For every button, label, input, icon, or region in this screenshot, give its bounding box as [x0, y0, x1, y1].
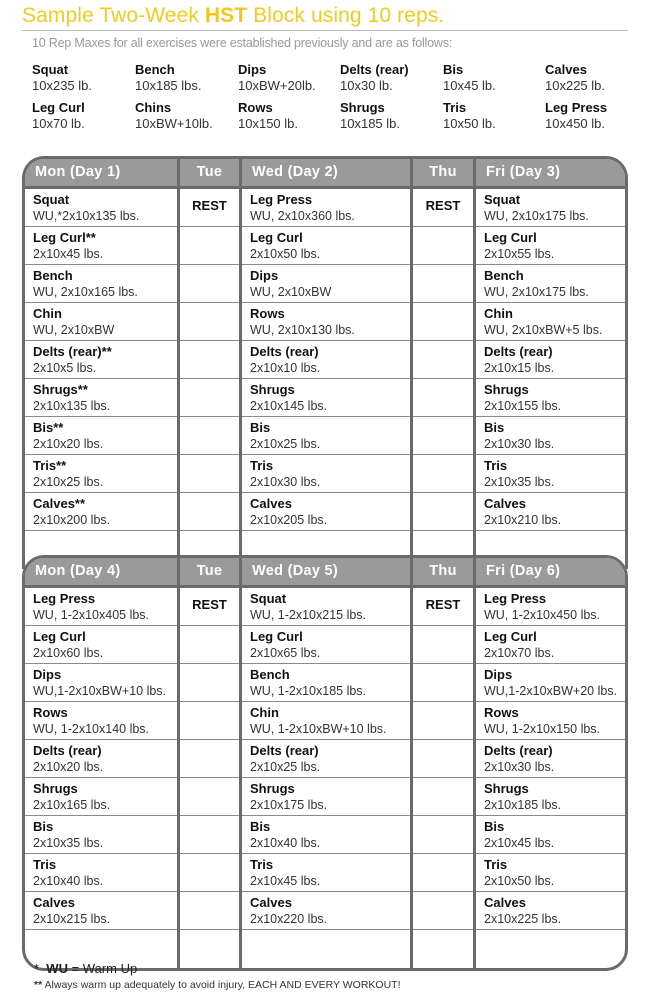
table-cell	[413, 930, 473, 968]
exercise-name: Shrugs	[250, 382, 295, 397]
day-header: Tue	[180, 558, 242, 585]
exercise-prescription: 2x10x50 lbs.	[484, 874, 555, 888]
exercise-name: Dips	[484, 667, 513, 682]
day-header: Thu	[413, 558, 476, 585]
exercise-name: Delts (rear)	[484, 344, 553, 359]
exercise-name: Squat	[250, 591, 287, 606]
exercise-prescription: WU, 1-2x10x185 lbs.	[250, 684, 367, 698]
empty-cell	[242, 930, 410, 968]
exercise-name: Shrugs	[340, 100, 385, 115]
exercise-name: Chins	[135, 100, 172, 115]
exercise-cell	[25, 265, 177, 303]
training-day-column	[242, 189, 413, 569]
exercise-prescription: 2x10x50 lbs.	[250, 247, 321, 261]
exercise-prescription: 2x10x35 lbs.	[33, 836, 104, 850]
exercise-prescription: 2x10x155 lbs.	[484, 399, 562, 413]
table-cell	[413, 892, 473, 930]
exercise-cell	[25, 417, 177, 455]
exercise-max: 10x50 lb.	[443, 116, 496, 131]
exercise-prescription: WU, 2x10x130 lbs.	[250, 323, 355, 337]
exercise-prescription: WU, 2x10xBW	[33, 323, 115, 337]
table-cell	[413, 664, 473, 702]
exercise-name: Rows	[33, 705, 68, 720]
exercise-cell	[476, 626, 625, 664]
title-divider	[22, 30, 628, 31]
table-cell	[180, 664, 239, 702]
exercise-prescription: 2x10x35 lbs.	[484, 475, 555, 489]
exercise-name: Dips	[250, 268, 279, 283]
exercise-prescription: 2x10x30 lbs.	[484, 760, 555, 774]
training-day-column	[25, 189, 180, 569]
exercise-prescription: 2x10x25 lbs.	[250, 437, 321, 451]
exercise-name: Calves	[484, 496, 526, 511]
exercise-prescription: 2x10x220 lbs.	[250, 912, 328, 926]
exercise-name: Leg Curl**	[33, 230, 96, 245]
exercise-name: Delts (rear)	[250, 743, 319, 758]
table-cell	[413, 417, 473, 455]
rest-label: REST	[425, 198, 461, 213]
exercise-cell	[476, 740, 625, 778]
exercise-name: Delts (rear)	[33, 743, 102, 758]
exercise-cell	[242, 265, 410, 303]
exercise-prescription: WU, 2x10x175 lbs.	[484, 285, 589, 299]
exercise-name: Shrugs	[484, 382, 529, 397]
table-cell	[413, 778, 473, 816]
table-cell	[413, 189, 473, 227]
exercise-name: Calves	[33, 895, 75, 910]
table-cell	[413, 341, 473, 379]
exercise-cell	[242, 189, 410, 227]
exercise-cell	[476, 189, 625, 227]
table-cell	[180, 189, 239, 227]
table-cell	[180, 816, 239, 854]
exercise-name: Tris	[484, 458, 508, 473]
exercise-max: 10xBW+10lb.	[135, 116, 213, 131]
exercise-prescription: 2x10x5 lbs.	[33, 361, 97, 375]
exercise-prescription: 2x10x70 lbs.	[484, 646, 555, 660]
exercise-cell	[476, 854, 625, 892]
exercise-cell	[25, 455, 177, 493]
day-header: Mon (Day 1)	[25, 159, 180, 186]
exercise-cell	[476, 417, 625, 455]
exercise-name: Chin	[484, 306, 513, 321]
exercise-name: Shrugs	[484, 781, 529, 796]
exercise-name: Tris	[443, 100, 467, 115]
exercise-cell	[25, 189, 177, 227]
exercise-cell	[476, 265, 625, 303]
exercise-prescription: WU, 2x10xBW+5 lbs.	[484, 323, 603, 337]
rest-label: REST	[425, 597, 461, 612]
exercise-prescription: WU, 2x10xBW	[250, 285, 332, 299]
rest-day-column	[413, 588, 476, 968]
day-header: Wed (Day 5)	[242, 558, 413, 585]
exercise-name: Bench	[135, 62, 175, 77]
table-cell	[180, 493, 239, 531]
exercise-name: Calves**	[33, 496, 86, 511]
exercise-cell	[25, 227, 177, 265]
exercise-name: Bis	[443, 62, 464, 77]
table-cell	[413, 740, 473, 778]
exercise-name: Bis	[484, 819, 505, 834]
exercise-max: 10x225 lb.	[545, 78, 605, 93]
exercise-prescription: WU, 2x10x165 lbs.	[33, 285, 138, 299]
exercise-prescription: WU, 1-2x10x215 lbs.	[250, 608, 367, 622]
exercise-name: Squat	[33, 192, 70, 207]
exercise-name: Leg Curl	[250, 230, 303, 245]
exercise-prescription: WU, 1-2x10x450 lbs.	[484, 608, 601, 622]
exercise-prescription: WU, 1-2x10x405 lbs.	[33, 608, 150, 622]
exercise-cell	[25, 702, 177, 740]
exercise-cell	[476, 341, 625, 379]
rep-max-item	[545, 100, 650, 132]
exercise-name: Squat	[484, 192, 521, 207]
exercise-name: Leg Press	[484, 591, 547, 606]
exercise-prescription: 2x10x40 lbs.	[250, 836, 321, 850]
exercise-name: Tris	[250, 857, 274, 872]
empty-cell	[476, 930, 625, 968]
table-cell	[180, 588, 239, 626]
exercise-cell	[242, 227, 410, 265]
table-cell	[413, 493, 473, 531]
exercise-prescription: 2x10x60 lbs.	[33, 646, 104, 660]
exercise-name: Delts (rear)	[340, 62, 409, 77]
exercise-cell	[242, 816, 410, 854]
exercise-max: 10x45 lb.	[443, 78, 496, 93]
exercise-prescription: 2x10x45 lbs.	[250, 874, 321, 888]
exercise-prescription: 2x10x165 lbs.	[33, 798, 111, 812]
exercise-prescription: 2x10x20 lbs.	[33, 437, 104, 451]
exercise-cell	[242, 417, 410, 455]
exercise-max: 10x70 lb.	[32, 116, 85, 131]
rep-max-item	[238, 62, 348, 94]
exercise-cell	[476, 664, 625, 702]
table-cell	[180, 626, 239, 664]
exercise-prescription: 2x10x185 lbs.	[484, 798, 562, 812]
exercise-prescription: 2x10x210 lbs.	[484, 513, 562, 527]
day-header: Tue	[180, 159, 242, 186]
rep-max-item	[238, 100, 348, 132]
exercise-max: 10x150 lb.	[238, 116, 298, 131]
exercise-max: 10xBW+20lb.	[238, 78, 316, 93]
table-cell	[180, 227, 239, 265]
footnote-warning: ** Always warm up adequately to avoid injury, EACH AND EVERY WORKOUT!	[34, 979, 401, 991]
exercise-prescription: 2x10x25 lbs.	[33, 475, 104, 489]
exercise-cell	[242, 341, 410, 379]
training-day-column	[242, 588, 413, 968]
exercise-name: Tris	[33, 857, 57, 872]
exercise-cell	[25, 778, 177, 816]
exercise-prescription: WU, 1-2x10xBW+10 lbs.	[250, 722, 387, 736]
exercise-prescription: WU, 1-2x10x140 lbs.	[33, 722, 150, 736]
exercise-prescription: 2x10x40 lbs.	[33, 874, 104, 888]
exercise-cell	[476, 892, 625, 930]
exercise-name: Bench	[33, 268, 73, 283]
table-cell	[180, 892, 239, 930]
exercise-prescription: 2x10x135 lbs.	[33, 399, 111, 413]
day-header: Mon (Day 4)	[25, 558, 180, 585]
exercise-name: Calves	[484, 895, 526, 910]
exercise-max: 10x450 lb.	[545, 116, 605, 131]
exercise-name: Delts (rear)	[484, 743, 553, 758]
exercise-name: Tris**	[33, 458, 67, 473]
table-cell	[413, 227, 473, 265]
exercise-cell	[25, 626, 177, 664]
exercise-cell	[242, 303, 410, 341]
table-cell	[180, 265, 239, 303]
day-header: Wed (Day 2)	[242, 159, 413, 186]
exercise-name: Shrugs	[33, 781, 78, 796]
table-cell	[180, 341, 239, 379]
table-cell	[413, 626, 473, 664]
rest-day-column	[180, 189, 242, 569]
rep-max-item	[32, 100, 142, 132]
rest-label: REST	[192, 198, 227, 213]
table-cell	[180, 740, 239, 778]
exercise-cell	[242, 702, 410, 740]
exercise-prescription: WU,1-2x10xBW+10 lbs.	[33, 684, 167, 698]
exercise-prescription: 2x10x45 lbs.	[33, 247, 104, 261]
exercise-name: Calves	[250, 895, 292, 910]
exercise-cell	[476, 379, 625, 417]
exercise-name: Bis	[250, 420, 271, 435]
table-cell	[180, 930, 239, 968]
exercise-cell	[25, 379, 177, 417]
exercise-name: Bench	[250, 667, 290, 682]
exercise-cell	[242, 740, 410, 778]
exercise-name: Dips	[33, 667, 62, 682]
table-cell	[413, 455, 473, 493]
table-cell	[413, 303, 473, 341]
exercise-cell	[25, 740, 177, 778]
table-cell	[413, 588, 473, 626]
table-cell	[180, 417, 239, 455]
exercise-max: 10x185 lb.	[340, 116, 400, 131]
rest-label: REST	[192, 597, 227, 612]
exercise-prescription: 2x10x25 lbs.	[250, 760, 321, 774]
exercise-name: Rows	[484, 705, 519, 720]
exercise-name: Rows	[250, 306, 285, 321]
training-day-column	[25, 588, 180, 968]
table-cell	[413, 816, 473, 854]
exercise-max: 10x30 lb.	[340, 78, 393, 93]
rest-day-column	[413, 189, 476, 569]
exercise-prescription: 2x10x55 lbs.	[484, 247, 555, 261]
exercise-name: Delts (rear)	[250, 344, 319, 359]
week-header-row	[25, 159, 625, 189]
exercise-prescription: WU, 2x10x360 lbs.	[250, 209, 355, 223]
exercise-cell	[476, 227, 625, 265]
exercise-name: Leg Curl	[484, 230, 537, 245]
exercise-name: Leg Press	[33, 591, 96, 606]
table-cell	[180, 854, 239, 892]
exercise-cell	[476, 588, 625, 626]
exercise-prescription: 2x10x215 lbs.	[33, 912, 111, 926]
exercise-name: Leg Press	[545, 100, 608, 115]
rep-max-item	[443, 62, 553, 94]
exercise-name: Tris	[250, 458, 274, 473]
exercise-name: Shrugs	[250, 781, 295, 796]
exercise-max: 10x235 lb.	[32, 78, 92, 93]
exercise-name: Leg Curl	[33, 629, 86, 644]
day-header: Fri (Day 3)	[486, 164, 561, 180]
training-day-column	[476, 189, 625, 569]
exercise-cell	[476, 455, 625, 493]
exercise-name: Leg Press	[250, 192, 313, 207]
exercise-name: Calves	[250, 496, 292, 511]
exercise-prescription: 2x10x205 lbs.	[250, 513, 328, 527]
exercise-name: Leg Curl	[32, 100, 85, 115]
exercise-prescription: 2x10x65 lbs.	[250, 646, 321, 660]
rep-max-item	[135, 62, 245, 94]
exercise-prescription: WU, 2x10x175 lbs.	[484, 209, 589, 223]
table-cell	[180, 702, 239, 740]
table-cell	[180, 778, 239, 816]
exercise-name: Rows	[238, 100, 273, 115]
exercise-cell	[242, 493, 410, 531]
exercise-prescription: 2x10x45 lbs.	[484, 836, 555, 850]
exercise-cell	[476, 493, 625, 531]
exercise-cell	[476, 303, 625, 341]
exercise-cell	[242, 854, 410, 892]
exercise-name: Leg Curl	[250, 629, 303, 644]
exercise-prescription: 2x10x200 lbs.	[33, 513, 111, 527]
exercise-cell	[25, 341, 177, 379]
exercise-cell	[25, 303, 177, 341]
exercise-cell	[242, 778, 410, 816]
exercise-cell	[25, 892, 177, 930]
exercise-prescription: 2x10x10 lbs.	[250, 361, 321, 375]
training-day-column	[476, 588, 625, 968]
exercise-cell	[242, 626, 410, 664]
exercise-max: 10x185 lbs.	[135, 78, 202, 93]
exercise-name: Leg Curl	[484, 629, 537, 644]
exercise-cell	[25, 816, 177, 854]
exercise-cell	[476, 778, 625, 816]
week-2-table	[22, 555, 628, 971]
exercise-cell	[25, 493, 177, 531]
exercise-name: Shrugs**	[33, 382, 88, 397]
table-cell	[413, 379, 473, 417]
exercise-name: Dips	[238, 62, 267, 77]
subtitle: 10 Rep Maxes for all exercises were established previously and are as follows:	[32, 36, 453, 50]
exercise-prescription: WU,1-2x10xBW+20 lbs.	[484, 684, 618, 698]
table-cell	[413, 265, 473, 303]
exercise-name: Delts (rear)**	[33, 344, 112, 359]
table-cell	[180, 379, 239, 417]
exercise-cell	[476, 702, 625, 740]
day-header: Fri (Day 6)	[486, 563, 561, 579]
rep-max-item	[443, 100, 553, 132]
rep-max-item	[340, 100, 450, 132]
exercise-name: Bis	[484, 420, 505, 435]
exercise-prescription: 2x10x175 lbs.	[250, 798, 328, 812]
exercise-prescription: 2x10x145 lbs.	[250, 399, 328, 413]
exercise-cell	[242, 892, 410, 930]
exercise-prescription: 2x10x30 lbs.	[250, 475, 321, 489]
rep-max-item	[545, 62, 650, 94]
exercise-prescription: 2x10x225 lbs.	[484, 912, 562, 926]
rep-max-item	[32, 62, 142, 94]
week-grid	[25, 588, 625, 968]
exercise-cell	[242, 455, 410, 493]
exercise-cell	[242, 379, 410, 417]
exercise-name: Tris	[484, 857, 508, 872]
exercise-name: Chin	[250, 705, 279, 720]
exercise-name: Chin	[33, 306, 62, 321]
rep-max-item	[340, 62, 450, 94]
exercise-name: Bis	[250, 819, 271, 834]
exercise-cell	[25, 588, 177, 626]
table-cell	[413, 702, 473, 740]
table-cell	[180, 303, 239, 341]
exercise-cell	[242, 588, 410, 626]
exercise-name: Squat	[32, 62, 69, 77]
page-title: Sample Two-Week HST Block using 10 reps.	[22, 4, 445, 27]
week-header-row	[25, 558, 625, 588]
exercise-name: Calves	[545, 62, 587, 77]
table-cell	[180, 455, 239, 493]
day-header: Thu	[413, 159, 476, 186]
footnote-warmup: * WU = Warm Up	[34, 961, 138, 976]
table-cell	[413, 854, 473, 892]
exercise-cell	[25, 854, 177, 892]
exercise-cell	[242, 664, 410, 702]
exercise-cell	[476, 816, 625, 854]
exercise-name: Bis**	[33, 420, 64, 435]
week-1-table	[22, 156, 628, 569]
week-grid	[25, 189, 625, 569]
exercise-prescription: 2x10x30 lbs.	[484, 437, 555, 451]
exercise-cell	[25, 664, 177, 702]
exercise-prescription: 2x10x20 lbs.	[33, 760, 104, 774]
exercise-prescription: WU,*2x10x135 lbs.	[33, 209, 140, 223]
exercise-name: Bench	[484, 268, 524, 283]
exercise-name: Bis	[33, 819, 54, 834]
rest-day-column	[180, 588, 242, 968]
exercise-prescription: WU, 1-2x10x150 lbs.	[484, 722, 601, 736]
exercise-prescription: 2x10x15 lbs.	[484, 361, 555, 375]
rep-max-item	[135, 100, 245, 132]
